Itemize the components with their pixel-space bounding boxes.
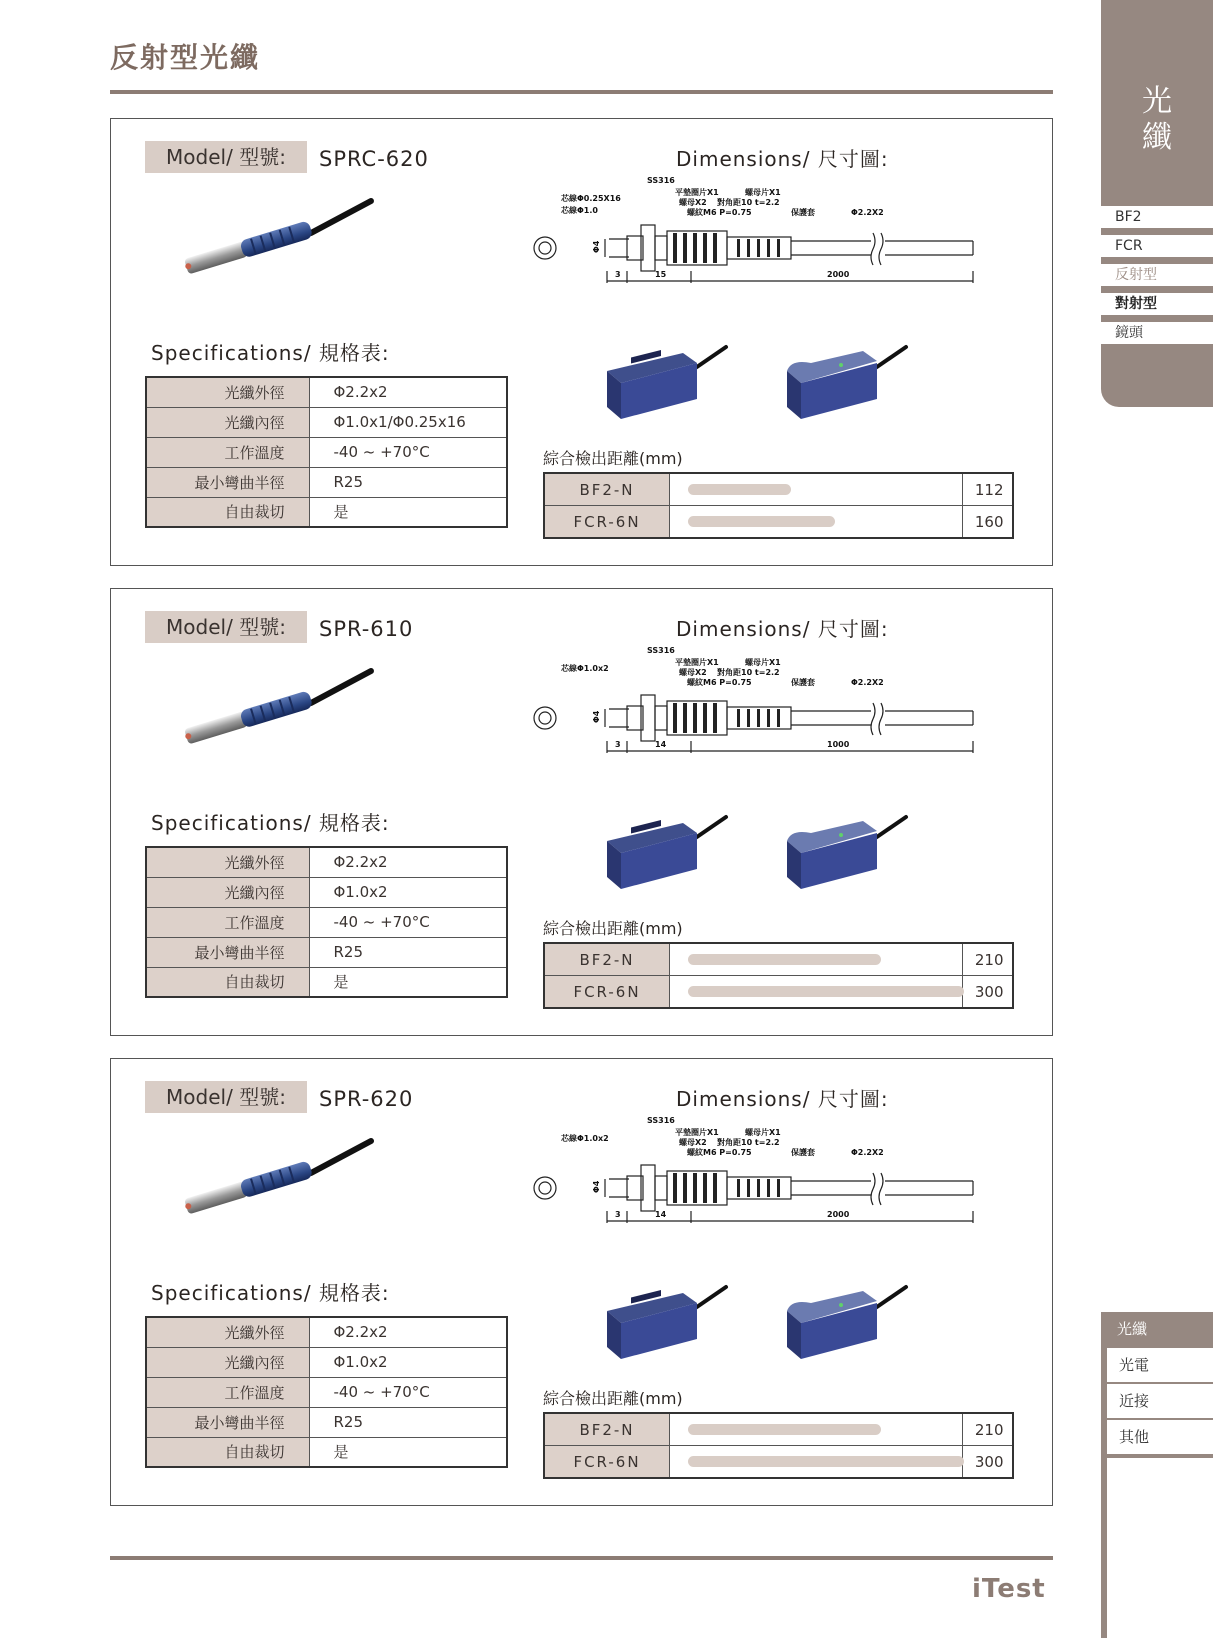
dim-fiber-diameter: Φ2.2X2 bbox=[851, 678, 884, 687]
spec-key: 工作溫度 bbox=[146, 907, 309, 937]
spec-row bbox=[146, 1377, 507, 1407]
distance-amp: FCR-6N bbox=[544, 1446, 670, 1479]
distance-bar bbox=[688, 516, 835, 527]
spec-key: 最小彎曲半徑 bbox=[146, 1407, 309, 1437]
amplifier-fcr-image bbox=[781, 811, 911, 891]
dim-note-sleeve: 保護套 bbox=[791, 208, 815, 217]
dim-phi: Φ4 bbox=[592, 1180, 601, 1193]
distance-row bbox=[544, 943, 1013, 976]
spec-row bbox=[146, 1347, 507, 1377]
distance-bar-cell bbox=[670, 473, 963, 506]
distance-title: 綜合檢出距離(mm) bbox=[543, 919, 683, 938]
distance-bar-cell bbox=[670, 1413, 963, 1446]
spec-value: 是 bbox=[309, 967, 507, 997]
spec-key: 工作溫度 bbox=[146, 1377, 309, 1407]
distance-row bbox=[544, 506, 1013, 539]
specifications-title: Specifications/ 規格表: bbox=[151, 341, 390, 365]
model-label: Model/ 型號: bbox=[145, 1081, 307, 1113]
spec-rows bbox=[146, 1317, 507, 1467]
distance-row bbox=[544, 473, 1013, 506]
dim-core-1: 芯線Φ0.25X16 bbox=[561, 194, 621, 203]
amplifier-bf2-image bbox=[601, 341, 731, 421]
spec-value: Φ2.2x2 bbox=[309, 847, 507, 877]
dim-length-cable: 2000 bbox=[827, 270, 850, 279]
spec-key: 最小彎曲半徑 bbox=[146, 937, 309, 967]
side-nav-item-bf2[interactable]: BF2 bbox=[1101, 206, 1213, 228]
distance-value: 210 bbox=[963, 1413, 1013, 1446]
distance-title: 綜合檢出距離(mm) bbox=[543, 1389, 683, 1408]
distance-value: 112 bbox=[963, 473, 1013, 506]
spec-key: 光纖外徑 bbox=[146, 1317, 309, 1347]
model-label: Model/ 型號: bbox=[145, 141, 307, 173]
spec-value: 是 bbox=[309, 497, 507, 527]
spec-value: Φ1.0x2 bbox=[309, 1347, 507, 1377]
distance-value: 210 bbox=[963, 943, 1013, 976]
dimension-drawing bbox=[521, 173, 991, 283]
spec-row bbox=[146, 967, 507, 997]
distance-bar-cell bbox=[670, 943, 963, 976]
spec-row bbox=[146, 467, 507, 497]
spec-key: 光纖外徑 bbox=[146, 847, 309, 877]
spec-key: 自由裁切 bbox=[146, 497, 309, 527]
specifications-title: Specifications/ 規格表: bbox=[151, 1281, 390, 1305]
footer-divider bbox=[110, 1556, 1053, 1560]
dim-note-nut-plate: 螺母片X1 bbox=[745, 1128, 781, 1137]
specifications-title: Specifications/ 規格表: bbox=[151, 811, 390, 835]
dim-length-thread: 14 bbox=[655, 740, 667, 749]
dimensions-title: Dimensions/ 尺寸圖: bbox=[676, 1087, 889, 1111]
distance-value: 300 bbox=[963, 976, 1013, 1009]
dim-length-cable: 2000 bbox=[827, 1210, 850, 1219]
dim-length-tip: 3 bbox=[615, 270, 621, 279]
amplifier-fcr-image bbox=[781, 1281, 911, 1361]
fiber-product-image bbox=[171, 189, 381, 279]
dim-note-nut: 螺母X2 bbox=[679, 1138, 707, 1147]
spec-key: 光纖內徑 bbox=[146, 877, 309, 907]
model-label: Model/ 型號: bbox=[145, 611, 307, 643]
spec-value: Φ2.2x2 bbox=[309, 1317, 507, 1347]
spec-rows bbox=[146, 847, 507, 997]
distance-value: 160 bbox=[963, 506, 1013, 539]
spec-table bbox=[145, 846, 508, 998]
dim-length-thread: 14 bbox=[655, 1210, 667, 1219]
spec-value: Φ1.0x2 bbox=[309, 877, 507, 907]
dim-core-1: 芯線Φ1.0x2 bbox=[561, 1134, 609, 1143]
dim-length-tip: 3 bbox=[615, 1210, 621, 1219]
page-number: P.021 bbox=[1121, 1575, 1164, 1594]
dim-fiber-diameter: Φ2.2X2 bbox=[851, 1148, 884, 1157]
spec-value: -40 ~ +70°C bbox=[309, 1377, 507, 1407]
spec-value: Φ2.2x2 bbox=[309, 377, 507, 407]
dim-note-sleeve: 保護套 bbox=[791, 678, 815, 687]
product-panel-1 bbox=[110, 118, 1053, 566]
spec-row bbox=[146, 907, 507, 937]
spec-table bbox=[145, 1316, 508, 1468]
distance-row bbox=[544, 976, 1013, 1009]
category-tab-fiber[interactable]: 光纖 bbox=[1117, 1320, 1148, 1338]
amplifier-bf2-image bbox=[601, 811, 731, 891]
spec-rows bbox=[146, 377, 507, 527]
side-tab-title-text: 光 纖 bbox=[1142, 84, 1172, 155]
spec-row bbox=[146, 1317, 507, 1347]
distance-rows bbox=[544, 473, 1013, 538]
spec-value: -40 ~ +70°C bbox=[309, 437, 507, 467]
model-value: SPR-620 bbox=[319, 1087, 414, 1111]
spec-row bbox=[146, 1407, 507, 1437]
category-tab-blank bbox=[1107, 1458, 1213, 1638]
distance-rows bbox=[544, 943, 1013, 1008]
page-title: 反射型光纖 bbox=[110, 41, 261, 74]
distance-amp: FCR-6N bbox=[544, 976, 670, 1009]
distance-bar bbox=[688, 954, 881, 965]
category-tab-photoelectric[interactable]: 光電 bbox=[1101, 1348, 1213, 1382]
spec-row bbox=[146, 1437, 507, 1467]
dim-length-thread: 15 bbox=[655, 270, 667, 279]
distance-table bbox=[543, 1412, 1014, 1479]
dim-length-cable: 1000 bbox=[827, 740, 850, 749]
dim-material: SS316 bbox=[647, 646, 675, 655]
distance-amp: BF2-N bbox=[544, 473, 670, 506]
spec-key: 自由裁切 bbox=[146, 1437, 309, 1467]
dim-note-nut: 螺母X2 bbox=[679, 668, 707, 677]
amplifier-fcr-image bbox=[781, 341, 911, 421]
header-divider bbox=[110, 90, 1053, 94]
distance-bar bbox=[688, 1456, 964, 1467]
distance-bar-cell bbox=[670, 506, 963, 539]
distance-bar-cell bbox=[670, 976, 963, 1009]
spec-key: 最小彎曲半徑 bbox=[146, 467, 309, 497]
side-nav bbox=[1101, 206, 1213, 351]
model-value: SPR-610 bbox=[319, 617, 414, 641]
model-value: SPRC-620 bbox=[319, 147, 429, 171]
amplifier-bf2-image bbox=[601, 1281, 731, 1361]
spec-row bbox=[146, 847, 507, 877]
dim-material: SS316 bbox=[647, 1116, 675, 1125]
dim-note-thread: 螺紋M6 P=0.75 bbox=[687, 1148, 752, 1157]
product-panel-3 bbox=[110, 1058, 1053, 1506]
dim-note-nut-plate: 螺母片X1 bbox=[745, 658, 781, 667]
side-tab-title bbox=[1101, 84, 1213, 156]
category-tab-proximity[interactable]: 近接 bbox=[1101, 1384, 1213, 1418]
dim-note-thread: 螺紋M6 P=0.75 bbox=[687, 208, 752, 217]
side-nav-item-fcr[interactable]: FCR bbox=[1101, 235, 1213, 257]
spec-row bbox=[146, 877, 507, 907]
spec-key: 工作溫度 bbox=[146, 437, 309, 467]
dim-note-washer: 平墊圈片X1 bbox=[675, 1128, 719, 1137]
dim-core-1: 芯線Φ1.0x2 bbox=[561, 664, 609, 673]
spec-value: R25 bbox=[309, 1407, 507, 1437]
fiber-product-image bbox=[171, 1129, 381, 1219]
dimensions-title: Dimensions/ 尺寸圖: bbox=[676, 617, 889, 641]
distance-amp: BF2-N bbox=[544, 1413, 670, 1446]
distance-title: 綜合檢出距離(mm) bbox=[543, 449, 683, 468]
spec-row bbox=[146, 377, 507, 407]
dim-note-washer: 平墊圈片X1 bbox=[675, 658, 719, 667]
dimension-drawing bbox=[521, 1113, 991, 1223]
brand-logo: iTest bbox=[972, 1574, 1046, 1604]
distance-bar bbox=[688, 1424, 881, 1435]
dim-note-sleeve: 保護套 bbox=[791, 1148, 815, 1157]
dim-material: SS316 bbox=[647, 176, 675, 185]
spec-key: 光纖內徑 bbox=[146, 407, 309, 437]
dim-note-across-flats: 對角距10 t=2.2 bbox=[717, 668, 780, 677]
distance-table bbox=[543, 472, 1014, 539]
fiber-product-image bbox=[171, 659, 381, 749]
distance-bar bbox=[688, 986, 964, 997]
dim-phi: Φ4 bbox=[592, 710, 601, 723]
spec-row bbox=[146, 937, 507, 967]
dim-note-nut: 螺母X2 bbox=[679, 198, 707, 207]
dim-note-thread: 螺紋M6 P=0.75 bbox=[687, 678, 752, 687]
spec-value: R25 bbox=[309, 467, 507, 497]
distance-value: 300 bbox=[963, 1446, 1013, 1479]
dim-note-nut-plate: 螺母片X1 bbox=[745, 188, 781, 197]
side-nav-item-through-beam[interactable]: 對射型 bbox=[1101, 293, 1213, 315]
dim-note-across-flats: 對角距10 t=2.2 bbox=[717, 198, 780, 207]
distance-amp: BF2-N bbox=[544, 943, 670, 976]
side-nav-item-lens[interactable]: 鏡頭 bbox=[1101, 322, 1213, 344]
spec-row bbox=[146, 497, 507, 527]
dim-phi: Φ4 bbox=[592, 240, 601, 253]
side-nav-item-reflective[interactable]: 反射型 bbox=[1101, 264, 1213, 286]
spec-key: 光纖內徑 bbox=[146, 1347, 309, 1377]
distance-row bbox=[544, 1413, 1013, 1446]
distance-rows bbox=[544, 1413, 1013, 1478]
distance-bar bbox=[688, 484, 791, 495]
category-tab-other[interactable]: 其他 bbox=[1101, 1420, 1213, 1454]
dim-note-washer: 平墊圈片X1 bbox=[675, 188, 719, 197]
dim-note-across-flats: 對角距10 t=2.2 bbox=[717, 1138, 780, 1147]
dimensions-title: Dimensions/ 尺寸圖: bbox=[676, 147, 889, 171]
distance-table bbox=[543, 942, 1014, 1009]
distance-amp: FCR-6N bbox=[544, 506, 670, 539]
dimension-drawing bbox=[521, 643, 991, 753]
product-panel-2 bbox=[110, 588, 1053, 1036]
spec-value: 是 bbox=[309, 1437, 507, 1467]
spec-value: -40 ~ +70°C bbox=[309, 907, 507, 937]
spec-value: Φ1.0x1/Φ0.25x16 bbox=[309, 407, 507, 437]
spec-value: R25 bbox=[309, 937, 507, 967]
spec-key: 光纖外徑 bbox=[146, 377, 309, 407]
spec-row bbox=[146, 437, 507, 467]
spec-row bbox=[146, 407, 507, 437]
spec-key: 自由裁切 bbox=[146, 967, 309, 997]
spec-table bbox=[145, 376, 508, 528]
dim-fiber-diameter: Φ2.2X2 bbox=[851, 208, 884, 217]
distance-row bbox=[544, 1446, 1013, 1479]
dim-length-tip: 3 bbox=[615, 740, 621, 749]
dim-core-2: 芯線Φ1.0 bbox=[561, 206, 598, 215]
distance-bar-cell bbox=[670, 1446, 963, 1479]
